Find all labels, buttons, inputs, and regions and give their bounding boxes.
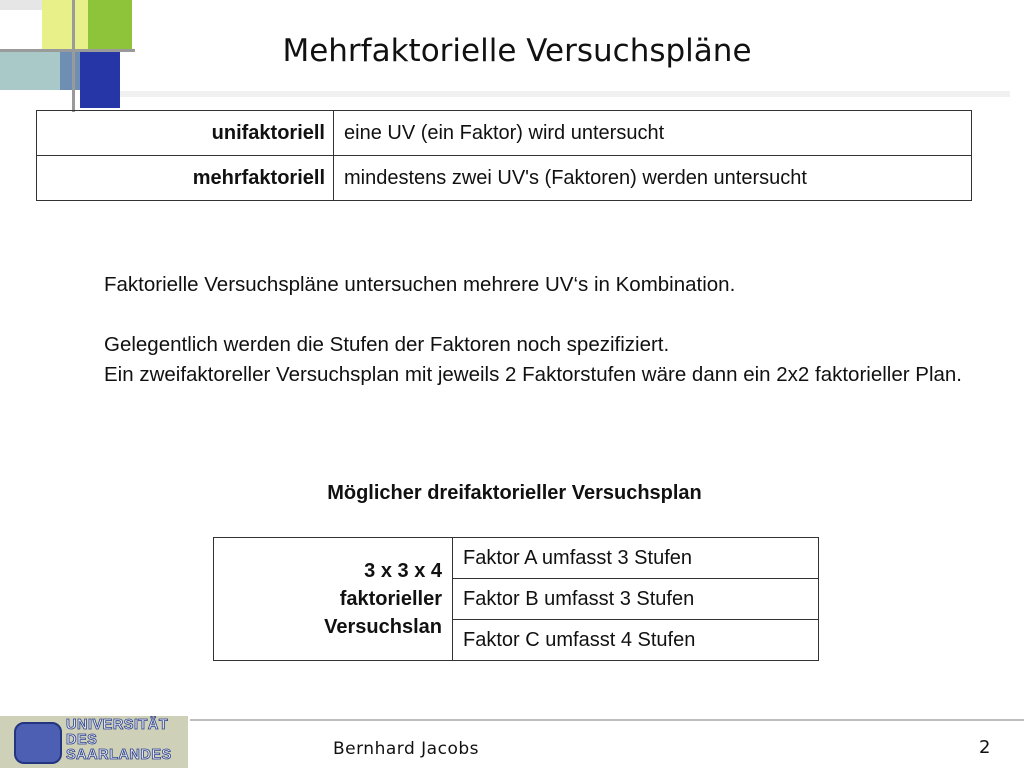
design-label-line: 3 x 3 x 4 xyxy=(364,560,442,582)
example-heading: Möglicher dreifaktorieller Versuchsplan xyxy=(327,482,702,504)
logo-line: SAARLANDES xyxy=(66,747,172,763)
table-row xyxy=(214,538,819,579)
factor-cell: Faktor B umfasst 3 Stufen xyxy=(453,579,819,620)
paragraph: Faktorielle Versuchspläne untersuchen mehrere UV‘s in Kombination. xyxy=(104,273,736,296)
table-row xyxy=(37,156,972,201)
design-label-line: Versuchslan xyxy=(324,616,442,638)
university-logo-text xyxy=(66,718,184,766)
definition-term: mehrfaktoriell xyxy=(37,156,334,201)
example-table xyxy=(213,537,819,661)
table-row xyxy=(37,111,972,156)
definition-description: mindestens zwei UV's (Faktoren) werden untersucht xyxy=(334,156,972,201)
footer-author: Bernhard Jacobs xyxy=(333,739,479,759)
definitions-table xyxy=(36,110,972,201)
design-label xyxy=(214,538,453,661)
logo-line: UNIVERSITÄT xyxy=(66,717,169,733)
definition-term: unifaktoriell xyxy=(37,111,334,156)
decor-gray-block xyxy=(0,0,42,10)
slide-title: Mehrfaktorielle Versuchspläne xyxy=(282,33,752,69)
factor-cell: Faktor A umfasst 3 Stufen xyxy=(453,538,819,579)
paragraph: Gelegentlich werden die Stufen der Faktoren noch spezifiziert. xyxy=(104,333,670,356)
body-text xyxy=(104,270,964,390)
definition-description: eine UV (ein Faktor) wird untersucht xyxy=(334,111,972,156)
paragraph: Ein zweifaktoreller Versuchsplan mit jeweils 2 Faktorstufen wäre dann ein 2x2 faktorieller Plan. xyxy=(104,363,962,386)
university-seal-icon xyxy=(14,722,62,764)
footer-line xyxy=(190,719,1024,721)
page-number: 2 xyxy=(979,737,991,758)
decor-title-underline xyxy=(120,91,1010,97)
design-label-line: faktorieller xyxy=(339,588,442,610)
logo-line: DES xyxy=(66,732,98,748)
factor-cell: Faktor C umfasst 4 Stufen xyxy=(453,620,819,661)
